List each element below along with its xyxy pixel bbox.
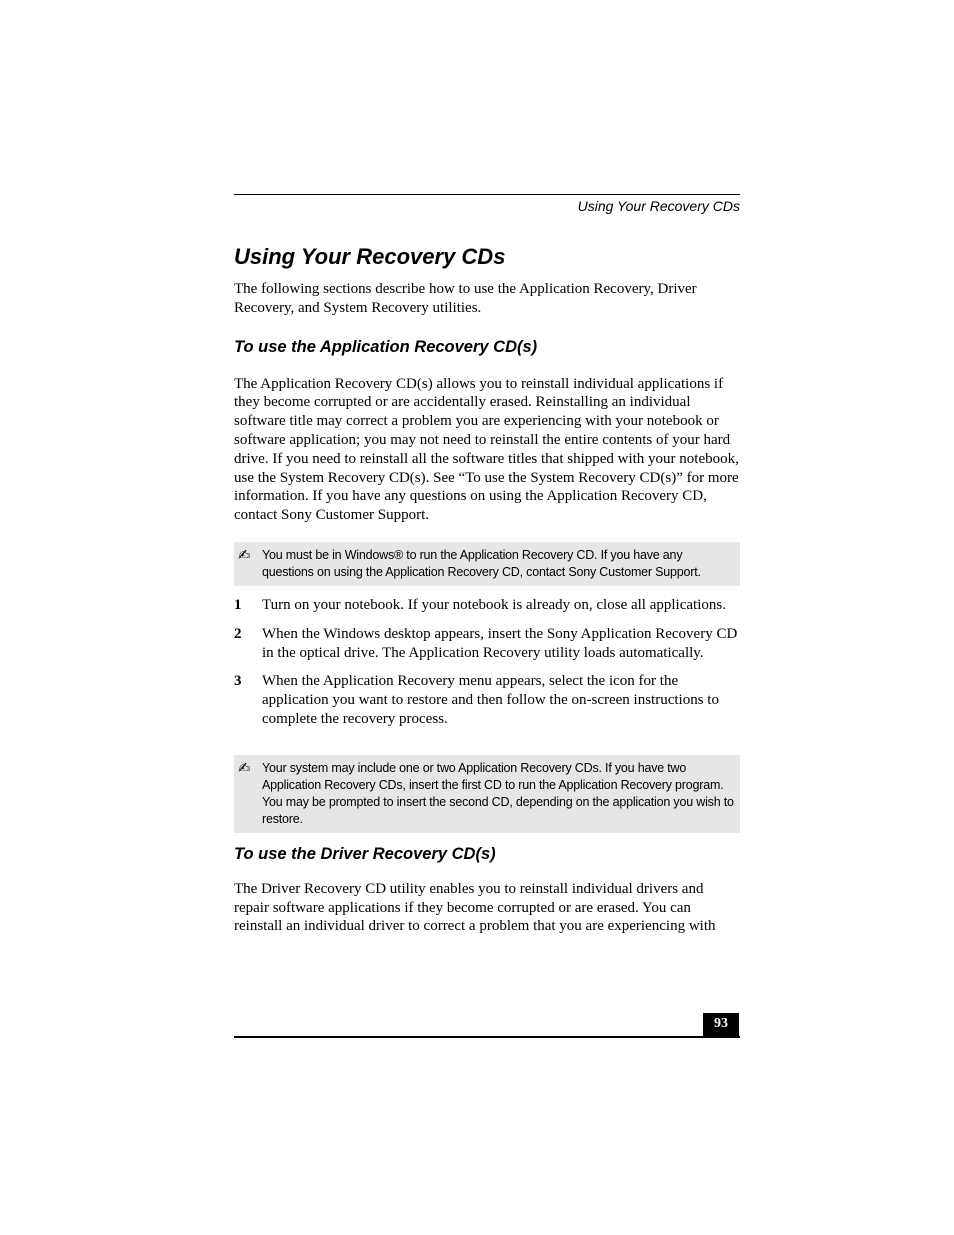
driver-recovery-paragraph: The Driver Recovery CD utility enables you to reinstall individual drivers and repair software applications if they become corrupted or are erased. You can reinstall an individual driver to correct a problem that you are experiencing with	[234, 880, 716, 935]
section-heading-application-recovery: To use the Application Recovery CD(s)	[234, 337, 538, 356]
pencil-note-icon: ✍	[238, 758, 251, 777]
step-number: 2	[234, 625, 242, 642]
note-text: You must be in Windows® to run the Application Recovery CD. If you have any questions on using the Application Recovery CD, contact Sony Customer Support.	[262, 547, 701, 579]
note-text: Your system may include one or two Application Recovery CDs. If you have two Application Recovery CDs, insert the first CD to run the Application Recovery program. You may be prompted to insert the second CD, depending on the application you wish to restore.	[262, 760, 734, 826]
step-number: 1	[234, 596, 242, 613]
pencil-note-icon: ✍	[238, 545, 251, 564]
footer-rule	[234, 1036, 740, 1038]
intro-paragraph: The following sections describe how to use the Application Recovery, Driver Recovery, and System Recovery utilities.	[234, 281, 697, 316]
step-text: When the Application Recovery menu appears, select the icon for the application you want to restore and then follow the on-screen instructions to complete the recovery process.	[262, 673, 719, 727]
recovery-steps-list	[234, 596, 740, 729]
step-number: 3	[234, 673, 242, 690]
page-content	[234, 244, 740, 936]
step-text: Turn on your notebook. If your notebook is already on, close all applications.	[262, 596, 726, 613]
page-title: Using Your Recovery CDs	[234, 244, 506, 269]
section-heading-driver-recovery: To use the Driver Recovery CD(s)	[234, 844, 496, 863]
list-item	[234, 672, 740, 728]
application-recovery-paragraph: The Application Recovery CD(s) allows you to reinstall individual applications if they become corrupted or are accidentally erased. Reinstalling an individual software title may correct a problem you are experiencing with your notebook or software application; you may not need to reinstall the entire contents of your hard drive. If you need to reinstall all the software titles that shipped with your notebook, use the System Recovery CD(s). See “To use the System Recovery CD(s)” for more information. If you have any questions on using the Application Recovery CD, contact Sony Customer Support.	[234, 375, 739, 524]
note-box-windows	[234, 542, 740, 586]
page-number: 93	[703, 1013, 739, 1037]
header-rule	[234, 194, 740, 195]
running-head: Using Your Recovery CDs	[577, 198, 740, 214]
list-item	[234, 625, 740, 663]
list-item	[234, 596, 740, 615]
step-text: When the Windows desktop appears, insert the Sony Application Recovery CD in the optical drive. The Application Recovery utility loads automatically.	[262, 625, 738, 661]
note-box-two-cds	[234, 755, 740, 833]
